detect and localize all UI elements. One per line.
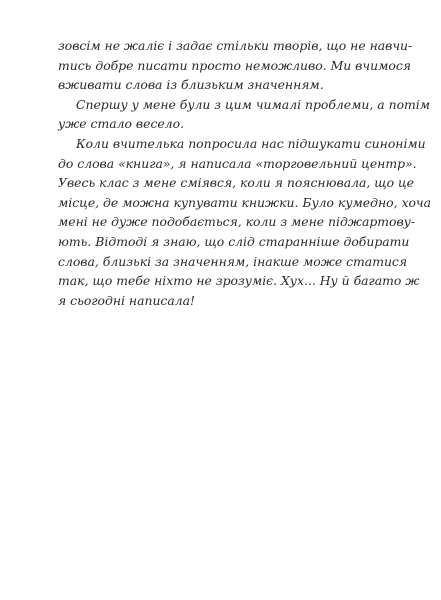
text-line: слова, близькі за значенням, інакше може статися xyxy=(58,253,408,269)
paragraph-1 xyxy=(58,36,413,95)
text-line: уже стало весело. xyxy=(58,116,185,132)
text-line: місце, де можна купувати книжки. Було кумедно, хоча xyxy=(58,194,432,210)
text-line: так, що тебе ніхто не зрозуміє. Хух... Ну й багато ж xyxy=(58,273,420,289)
page-text xyxy=(58,36,432,310)
text-line: мені не дуже подобається, коли з мене піджартову- xyxy=(58,214,416,230)
paragraph-3 xyxy=(58,134,432,310)
text-line: ють. Відтоді я знаю, що слід старанніше добирати xyxy=(58,233,410,249)
text-line: Коли вчителька попросила нас підшукати синоніми xyxy=(76,135,426,151)
paragraph-2 xyxy=(58,95,431,134)
text-line: до слова «книга», я написала «торговельний центр». xyxy=(58,155,417,171)
text-line: Увесь клас з мене сміявся, коли я пояснювала, що це xyxy=(58,175,415,191)
text-line: вживати слова із близьким значенням. xyxy=(58,77,324,93)
text-line: зовсім не жаліє і задає стільки творів, що не навчи- xyxy=(58,38,413,53)
text-line: я сьогодні написала! xyxy=(58,292,196,308)
text-line: тись добре писати просто неможливо. Ми вчимося xyxy=(58,57,411,73)
text-line: Спершу у мене були з цим чималі проблеми, а потім xyxy=(76,96,431,112)
